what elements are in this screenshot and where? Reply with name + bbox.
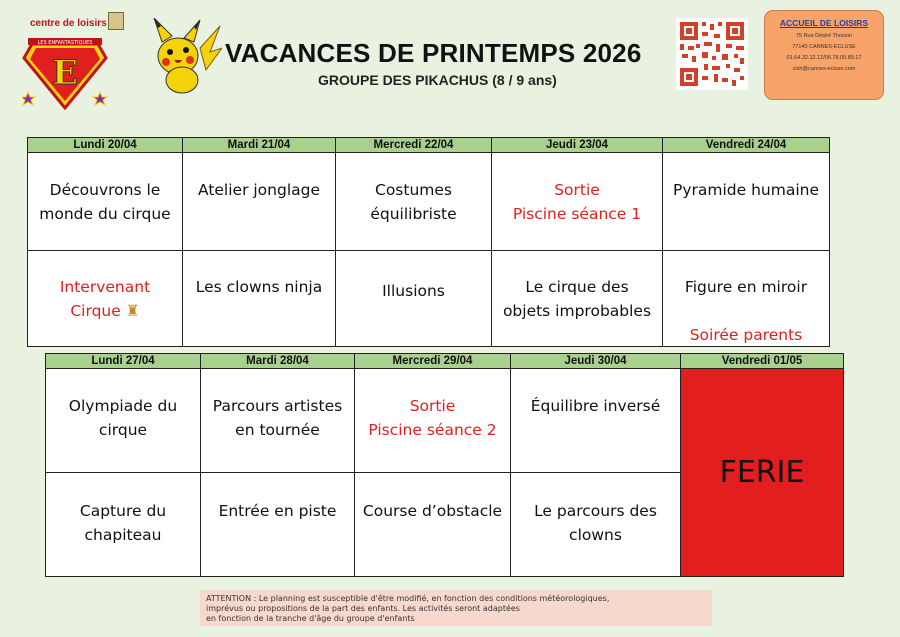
week2-planning [45, 353, 844, 577]
day-header: Jeudi 30/04 [511, 354, 681, 369]
activity-cell: Course d’obstacle [355, 473, 511, 577]
page-title: VACANCES DE PRINTEMPS 2026 [225, 38, 642, 68]
contact-city: 77140 CANNES-ECLUSE [792, 44, 856, 50]
contact-email[interactable]: clsh@cannes-ecluse.com [792, 66, 856, 72]
notice-line: en fonction de la tranche d'âge du groupe d'enfants [206, 614, 415, 623]
logo-banner: LES ENFANTASTIQUES [37, 40, 93, 46]
activity-cell: Entrée en piste [201, 473, 355, 577]
activity-cell: Le cirque des objets improbables [492, 251, 663, 347]
event-label: Soirée parents [689, 326, 803, 344]
activity-cell: Équilibre inversé [511, 369, 681, 473]
activity-cell: Parcours artistes en tournée [201, 369, 355, 473]
clown-icon: ♜ [125, 302, 140, 320]
contact-box [764, 10, 884, 100]
brand-text: centre de loisirs [30, 18, 107, 29]
contact-title[interactable]: ACCUEIL DE LOISIRS [779, 18, 869, 28]
activity-cell: Le parcours des clowns [511, 473, 681, 577]
holiday-cell: FERIE [681, 369, 844, 577]
activity-cell-intervenant: Intervenant Cirque ♜ [28, 251, 183, 347]
activity-cell: Découvrons le monde du cirque [28, 153, 183, 251]
contact-address: 75 Rue Désiré Thoison [795, 33, 853, 39]
activity-cell: Figure en miroir Soirée parents [663, 251, 830, 347]
day-header: Lundi 27/04 [46, 354, 201, 369]
activity-cell: Les clowns ninja [183, 251, 336, 347]
activity-cell: Pyramide humaine [663, 153, 830, 251]
notice-line: imprévus ou propositions de la part des enfants. Les activités seront adaptées [206, 604, 520, 613]
day-header: Lundi 20/04 [28, 138, 183, 153]
week2-day-headers [46, 354, 844, 369]
qr-code[interactable] [676, 18, 748, 90]
logo-letter: E [52, 53, 78, 93]
activity-cell: Olympiade du cirque [46, 369, 201, 473]
pikachu-image [148, 18, 222, 94]
day-header: Mercredi 22/04 [336, 138, 492, 153]
day-header: Vendredi 01/05 [681, 354, 844, 369]
day-header: Mercredi 29/04 [355, 354, 511, 369]
week2-morning-row [46, 369, 844, 473]
activity-cell-outing: Sortie Piscine séance 1 [492, 153, 663, 251]
activity-cell-outing: Sortie Piscine séance 2 [355, 369, 511, 473]
notice-line: ATTENTION : Le planning est susceptible d'être modifié, en fonction des conditions météorologiques, [206, 594, 610, 603]
activity-cell: Illusions [336, 251, 492, 347]
day-header: Vendredi 24/04 [663, 138, 830, 153]
week1-afternoon-row [28, 251, 830, 347]
day-header: Mardi 28/04 [201, 354, 355, 369]
activity-cell: Capture du chapiteau [46, 473, 201, 577]
day-header: Jeudi 23/04 [492, 138, 663, 153]
contact-phone: 01.64.32.12.12/06.78.00.89.17 [786, 55, 862, 61]
week1-planning [27, 137, 830, 347]
coat-of-arms-icon [108, 12, 124, 30]
week1-morning-row [28, 153, 830, 251]
activity-cell: Costumes équilibriste [336, 153, 492, 251]
day-header: Mardi 21/04 [183, 138, 336, 153]
superhero-logo [22, 34, 108, 110]
notice-box [200, 590, 712, 626]
activity-cell: Atelier jonglage [183, 153, 336, 251]
page-subtitle: GROUPE DES PIKACHUS (8 / 9 ans) [318, 72, 557, 88]
week1-day-headers [28, 138, 830, 153]
